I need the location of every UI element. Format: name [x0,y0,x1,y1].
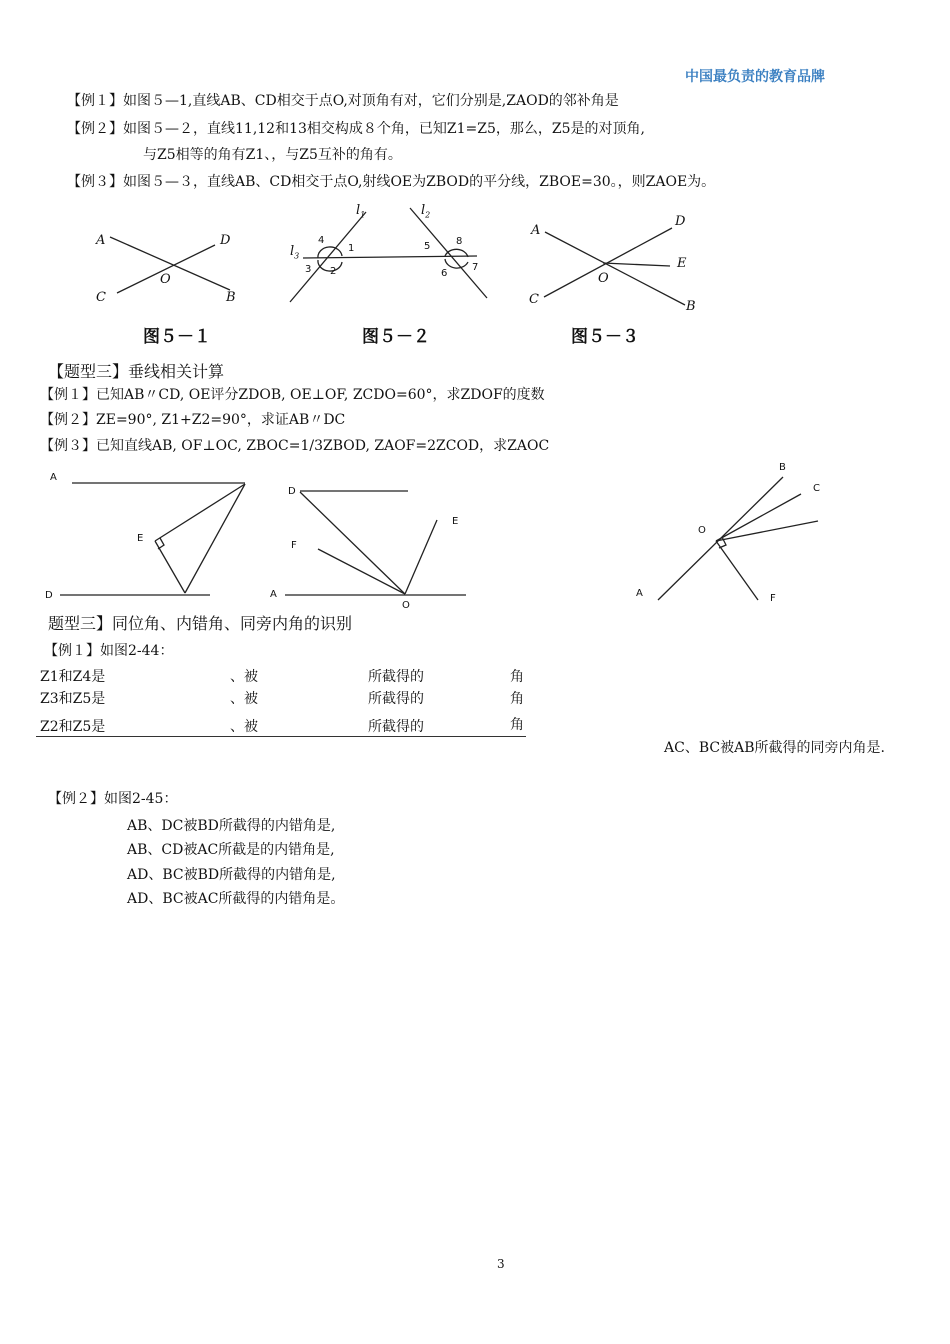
row2-bei: 、被 [230,691,258,707]
fig3-label-c: C [529,292,539,307]
identify-example-1-head: 【例１】如图2-44： [44,643,174,659]
example-2-item-4: AD、BC被AC所截得的内错角是。 [127,891,345,907]
figB-label-e: E [452,516,459,527]
fig2-caption: 图５－２ [362,327,430,347]
row3-jiao: 角 [510,717,524,733]
fig3-label-a: A [531,223,541,238]
row1-bei: 、被 [230,669,258,685]
section-title-angle-identification: 题型三】同位角、内错角、同旁内角的识别 [48,614,353,633]
fig3-label-o: O [598,271,609,286]
perp-example-3: 【例３】已知直线AB, OF⊥OC, ZBOC=1/3ZBOD, ZAOF=2ZCOD，求ZAOC [40,438,550,454]
example-2-text-line1: 【例２】如图５—２，直线11,12和13相交构成８个角，已知Z1=Z5，那么，Z5是的对顶角, [67,121,645,137]
fig2-angle-7: 7 [472,262,479,273]
side-note: AC、BC被AB所截得的同旁内角是. [664,740,885,756]
fig1-label-a: A [96,233,106,248]
fig3-label-b: B [686,299,696,314]
fig1-caption: 图５－１ [143,327,211,347]
example-2-item-2: AB、CD被AC所截是的内错角是, [127,842,335,858]
example-2-item-3: AD、BC被BD所截得的内错角是, [127,867,336,883]
identify-example-2-head: 【例２】如图2-45： [48,791,178,807]
row3-jie: 所截得的 [368,719,424,735]
example-3-text: 【例３】如图５—３，直线AB、CD相交于点O,射线OE为ZBOD的平分线，ZBOE=30。，则ZAOE为。 [67,174,716,190]
figB-label-a: A [270,589,277,600]
figC-label-b: B [779,462,786,473]
fig1-label-o: O [160,272,171,287]
row1-pair: Z1和Z4是 [40,669,106,685]
perp-example-2: 【例２】ZE=90°, Z1+Z2=90°，求证AB〃DC [40,412,346,428]
fig2-label-l2: $l_2$ [421,203,431,220]
table-underline [36,736,526,737]
figB-label-f: F [291,540,297,551]
fig1-label-c: C [96,290,106,305]
fig3-label-d: D [675,214,686,229]
figA-label-d: D [45,590,53,601]
row2-jie: 所截得的 [368,691,424,707]
figA-label-a: A [50,472,57,483]
figA-label-e: E [137,533,144,544]
example-1-text: 【例１】如图５—1,直线AB、CD相交于点O,对顶角有对，它们分别是,ZAOD的邻补角是 [67,93,619,109]
row3-bei: 、被 [230,719,258,735]
figC-label-o: O [698,525,706,536]
row3-pair: Z2和Z5是 [40,719,106,735]
fig3-caption: 图５－３ [571,327,639,347]
fig1-label-b: B [226,290,236,305]
row2-pair: Z3和Z5是 [40,691,106,707]
row1-jie: 所截得的 [368,669,424,685]
brand-slogan: 中国最负责的教育品牌 [685,69,825,85]
fig2-angle-4: 4 [318,235,325,246]
figB-label-o: O [402,600,410,611]
figB-label-d: D [288,486,296,497]
row1-jiao: 角 [510,669,524,685]
fig2-angle-6: 6 [441,268,448,279]
perp-example-1: 【例１】已知AB〃CD, OE评分ZDOB, OE⊥OF, ZCDO=60°，求ZDOF的度数 [40,387,545,403]
section-title-perpendicular: 【题型三】垂线相关计算 [48,362,225,381]
fig2-angle-3: 3 [305,264,312,275]
figC-label-f: F [770,593,776,604]
fig1-label-d: D [220,233,231,248]
example-2-text-line2: 与Z5相等的角有Z1、，与Z5互补的角有。 [143,147,402,163]
fig2-label-l1: $l_1$ [356,203,366,220]
figC-label-a: A [636,588,643,599]
fig3-label-e: E [677,256,687,271]
fig2-angle-5: 5 [424,241,431,252]
fig2-angle-1: 1 [348,243,355,254]
fig2-label-l3: $l_3$ [290,244,300,261]
figC-label-c: C [813,483,820,494]
fig2-angle-8: 8 [456,236,463,247]
example-2-item-1: AB、DC被BD所截得的内错角是, [127,818,336,834]
row2-jiao: 角 [510,691,524,707]
page-number: 3 [497,1257,505,1271]
fig2-angle-2: 2 [330,266,337,277]
